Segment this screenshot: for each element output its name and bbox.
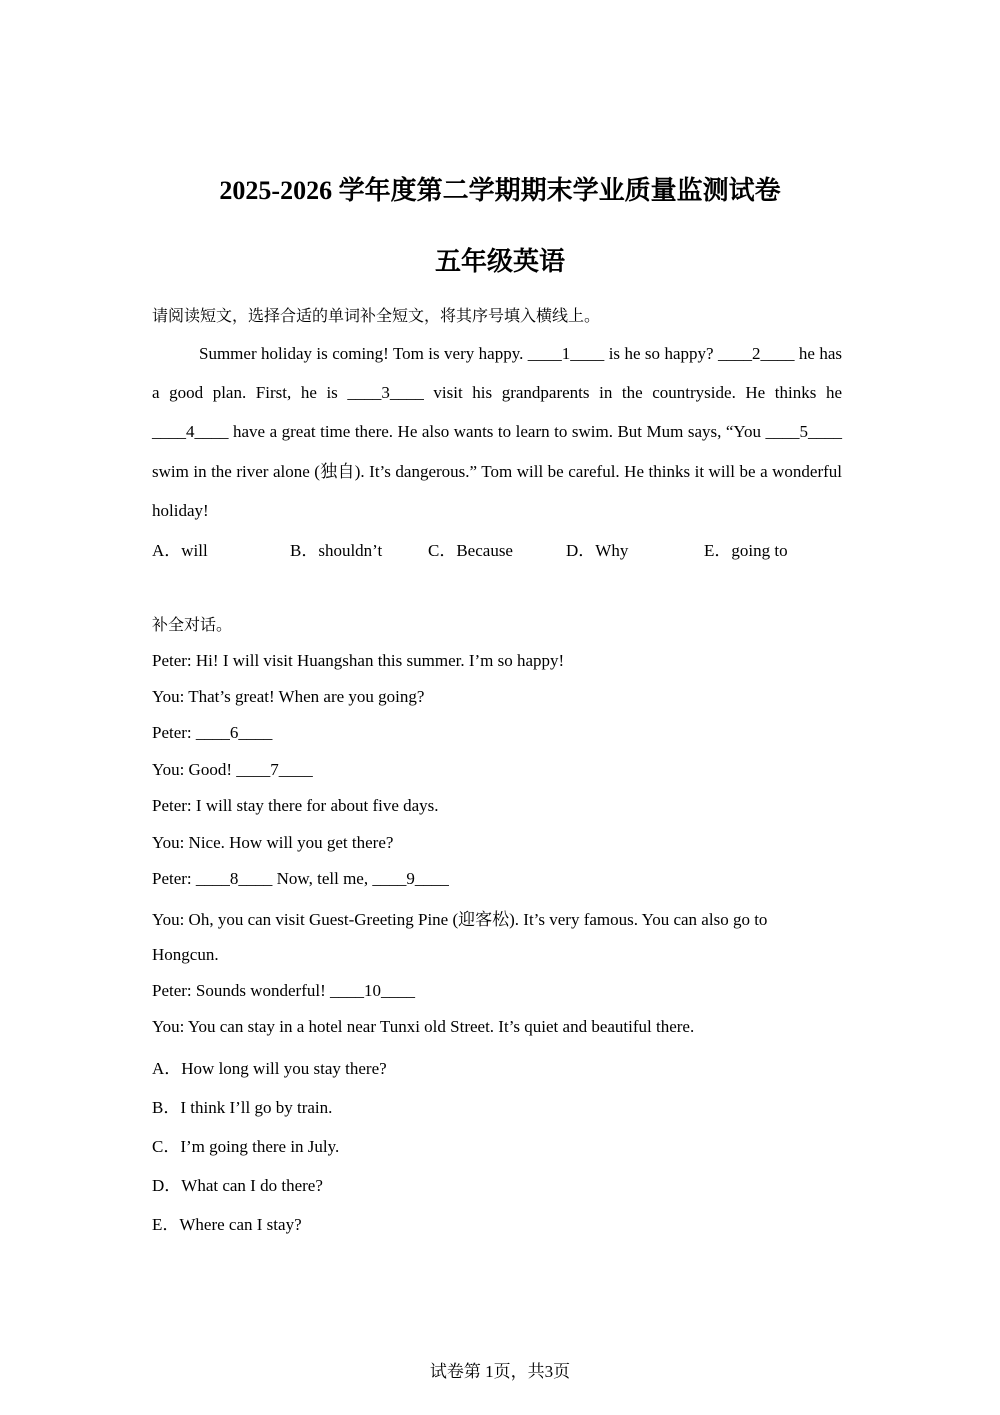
option-d: D．Why: [566, 541, 629, 560]
section1-passage: Summer holiday is coming! Tom is very happy. ____1____ is he so happy? ____2____ he has a good plan. First, he is ____3____ visit his grandparents in the countryside. He thinks he ____4____ have a great time there. He also wants to learn to swim. But Mum says, “You ____5____ swim in the river alone (独自). It’s dangerous.” Tom will be careful. He thinks it will be a wonderful holiday!: [152, 344, 842, 520]
dialogue-line: Peter: Sounds wonderful! ____10____: [152, 981, 416, 1000]
answer-option-d: D．What can I do there?: [152, 1176, 323, 1195]
answer-option-c: C．I’m going there in July.: [152, 1137, 340, 1156]
section1-options: [152, 536, 842, 561]
dialogue-line: Hongcun.: [152, 945, 219, 964]
dialogue-line: Peter: ____6____: [152, 723, 273, 742]
section2-instruction: 补全对话。: [152, 615, 233, 634]
dialogue-line: Peter: ____8____ Now, tell me, ____9____: [152, 869, 449, 888]
dialogue-line: Peter: Hi! I will visit Huangshan this summer. I’m so happy!: [152, 651, 565, 670]
dialogue-line: You: Nice. How will you get there?: [152, 833, 394, 852]
answer-option-a: A．How long will you stay there?: [152, 1059, 387, 1078]
option-e: E．going to: [704, 541, 788, 560]
answer-option-e: E．Where can I stay?: [152, 1215, 302, 1234]
exam-title: 2025-2026 学年度第二学期期末学业质量监测试卷: [219, 176, 781, 205]
section1-instruction: 请阅读短文，选择合适的单词补全短文，将其序号填入横线上。: [152, 306, 601, 325]
option-b: B．shouldn’t: [290, 541, 383, 560]
dialogue-line: You: Oh, you can visit Guest-Greeting Pine (迎客松). It’s very famous. You can also go to: [152, 910, 768, 929]
page-number: 试卷第 1页，共3页: [429, 1362, 571, 1381]
dialogue-line: You: You can stay in a hotel near Tunxi old Street. It’s quiet and beautiful there.: [152, 1017, 695, 1036]
dialogue-line: You: Good! ____7____: [152, 760, 313, 779]
dialogue-line: You: That’s great! When are you going?: [152, 687, 425, 706]
option-a: A．will: [152, 541, 208, 560]
exam-subtitle: 五年级英语: [434, 247, 565, 276]
dialogue-line: Peter: I will stay there for about five days.: [152, 796, 439, 815]
answer-option-b: B．I think I’ll go by train.: [152, 1098, 333, 1117]
option-c: C．Because: [428, 541, 513, 560]
